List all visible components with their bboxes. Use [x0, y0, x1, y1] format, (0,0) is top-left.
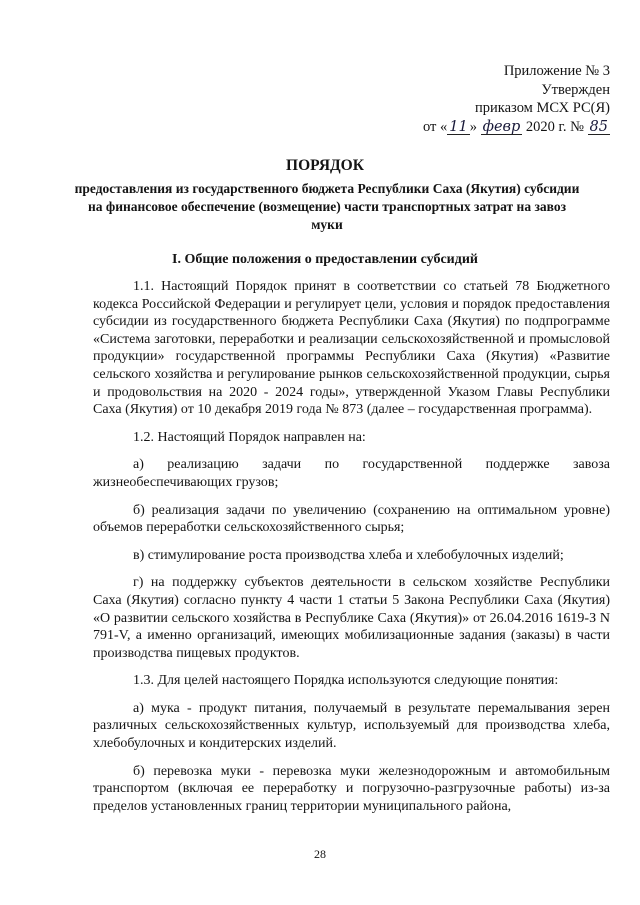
approved-label: Утвержден [541, 81, 610, 98]
document-body [93, 278, 610, 821]
date-suffix: 2020 г. № [522, 118, 588, 135]
date-prefix: от « [423, 118, 448, 135]
order-reference: приказом МСХ РС(Я) [475, 100, 610, 116]
paragraph-1-2-d: г) на поддержку субъектов деятельности в сельском хозяйстве Республики Саха (Якутия) согласно пункту 4 части 1 статьи 5 Закона Республики Саха (Якутия) «О развитии сельского хозяйства в Республике Саха (Якутия)» от 26.04.2016 1619-З N 791-V, а именно организаций, имеющих мобилизационные задания (заказы) в части производства пищевых продуктов. [93, 575, 610, 661]
date-mid: » [469, 118, 481, 135]
handwritten-month: февр [482, 118, 521, 135]
approval-block [350, 62, 610, 136]
section-heading: I. Общие положения о предоставлении субсидий [172, 252, 478, 267]
paragraph-1-3-b: б) перевозка муки - перевозка муки железнодорожным и автомобильным транспортом (включая ее переработку и погрузочно-разгрузочные работы) из-за пределов установленных границ территории муниципального района, [93, 763, 610, 814]
paragraph-1-1: 1.1. Настоящий Порядок принят в соответствии со статьей 78 Бюджетного кодекса Российской Федерации и регулирует цели, условия и порядок предоставления субсидии из государственного бюджета Республики Саха (Якутия) по подпрограмме «Система заготовки, переработки и реализации сельскохозяйственной и промысловой продукции» государственной программы Республики Саха (Якутия) «Развитие сельского хозяйства и регулирование рынков сельскохозяйственной продукции, сырья и продовольствия на 2020 - 2024 годы», утвержденной Указом Главы Республики Саха (Якутия) от 10 декабря 2019 года № 873 (далее – государственная программа). [93, 279, 610, 418]
paragraph-1-2: 1.2. Настоящий Порядок направлен на: [133, 429, 366, 445]
paragraph-1-3: 1.3. Для целей настоящего Порядка используются следующие понятия: [133, 673, 559, 689]
document-title: ПОРЯДОК [286, 157, 364, 174]
order-date-line [350, 118, 610, 137]
paragraph-1-3-a: а) мука - продукт питания, получаемый в результате перемалывания зерен различных сельскохозяйственных культур, используемый для производства хлеба, хлебобулочных и кондитерских изделий. [93, 700, 610, 752]
document-subtitle: предоставления из государственного бюджета Республики Саха (Якутия) субсидии на финансовое обеспечение (возмещение) части транспортных затрат на завоз муки [74, 181, 580, 232]
paragraph-1-2-a: а) реализацию задачи по государственной поддержке завоза жизнеобеспечивающих грузов; [93, 457, 610, 490]
appendix-label: Приложение № 3 [503, 63, 610, 79]
paragraph-1-2-c: в) стимулирование роста производства хлеба и хлебобулочных изделий; [133, 547, 564, 563]
paragraph-1-2-b: б) реализация задачи по увеличению (сохранению на оптимальном уровне) объемов переработки сельскохозяйственного сырья; [93, 502, 610, 536]
page-number: 28 [314, 847, 326, 861]
handwritten-order-number: 85 [589, 118, 608, 135]
handwritten-day: 11 [449, 118, 468, 135]
